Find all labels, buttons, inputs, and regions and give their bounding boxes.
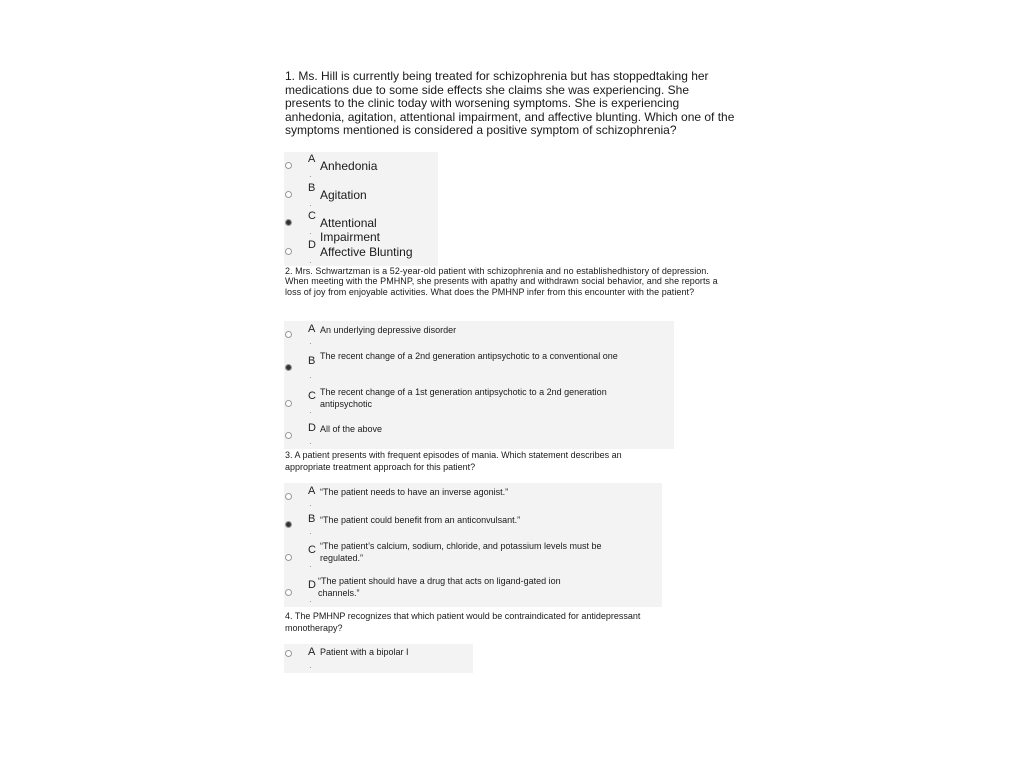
option-1b-radio[interactable] <box>285 191 292 198</box>
option-1c-radio[interactable] <box>285 219 292 226</box>
option-3b-letter: B <box>308 513 316 525</box>
option-3c-letter: C <box>308 544 316 556</box>
option-1a-letter: A <box>308 153 316 165</box>
option-2b-letter: B <box>308 355 316 367</box>
option-2a-letter: A <box>308 323 316 335</box>
option-3b-radio[interactable] <box>285 521 292 528</box>
option-3a-letter: A <box>308 485 316 497</box>
option-3b-text: “The patient could benefit from an anticonvulsant.” <box>320 515 521 525</box>
option-3c-radio[interactable] <box>285 554 292 561</box>
option-2d-letter: D <box>308 422 316 434</box>
question-1-options <box>284 152 438 266</box>
option-3d-letter: D <box>308 579 316 591</box>
option-2a-radio[interactable] <box>285 331 292 338</box>
option-2c-letter: C <box>308 390 316 402</box>
option-2d-text: All of the above <box>320 424 383 434</box>
question-4-stem: 4. The PMHNP recognizes that which patient would be contraindicated for antidepressant monotherapy? <box>285 611 641 633</box>
option-4a-letter: A <box>308 646 316 658</box>
option-3a-radio[interactable] <box>285 493 292 500</box>
option-1d-letter: D <box>308 239 316 251</box>
option-1a-radio[interactable] <box>285 162 292 169</box>
option-2d-radio[interactable] <box>285 432 292 439</box>
option-4a-text: Patient with a bipolar I <box>320 647 409 657</box>
option-1d-radio[interactable] <box>285 248 292 255</box>
option-2c-radio[interactable] <box>285 400 292 407</box>
question-3-stem: 3. A patient presents with frequent episodes of mania. Which statement describes an appropriate treatment approach for this patient? <box>285 450 622 472</box>
option-1c-letter: C <box>308 210 316 222</box>
option-2c-text: The recent change of a 1st generation antipsychotic to a 2nd generation antipsychotic <box>320 387 607 409</box>
question-3-options <box>284 483 662 607</box>
option-2b-text: The recent change of a 2nd generation antipsychotic to a conventional one <box>320 351 618 361</box>
option-3d-text: “The patient should have a drug that acts on ligand-gated ion channels.” <box>318 576 561 598</box>
option-3d-radio[interactable] <box>285 589 292 596</box>
option-1a-text: Anhedonia <box>320 159 378 173</box>
question-2-stem: 2. Mrs. Schwartzman is a 52-year-old patient with schizophrenia and no establishedhistory of depression. When meeting with the PMHNP, she presents with apathy and withdrawn social behavior, and she reports a loss of joy from enjoyable activities. What does the PMHNP infer from this encounter with the patient? <box>285 266 718 297</box>
option-2b-radio[interactable] <box>285 364 292 371</box>
option-1d-text: Affective Blunting <box>320 245 413 259</box>
question-1-stem: 1. Ms. Hill is currently being treated for schizophrenia but has stoppedtaking her medications due to some side effects she claims she was experiencing. She presents to the clinic today with worsening symptoms. She is experiencing anhedonia, agitation, attentional impairment, and affective blunting. Which one of the symptoms mentioned is considered a positive symptom of schizophrenia? <box>285 69 735 137</box>
option-2a-text: An underlying depressive disorder <box>320 325 457 335</box>
option-3c-text: “The patient’s calcium, sodium, chloride, and potassium levels must be regulated.” <box>320 541 602 563</box>
option-4a-radio[interactable] <box>285 650 292 657</box>
question-2-options <box>284 321 674 449</box>
question-4-options <box>284 644 473 673</box>
option-1c-text: Attentional Impairment <box>320 216 381 244</box>
option-1b-text: Agitation <box>320 188 367 202</box>
option-1b-letter: B <box>308 182 316 194</box>
option-3a-text: “The patient needs to have an inverse agonist.” <box>320 487 509 497</box>
